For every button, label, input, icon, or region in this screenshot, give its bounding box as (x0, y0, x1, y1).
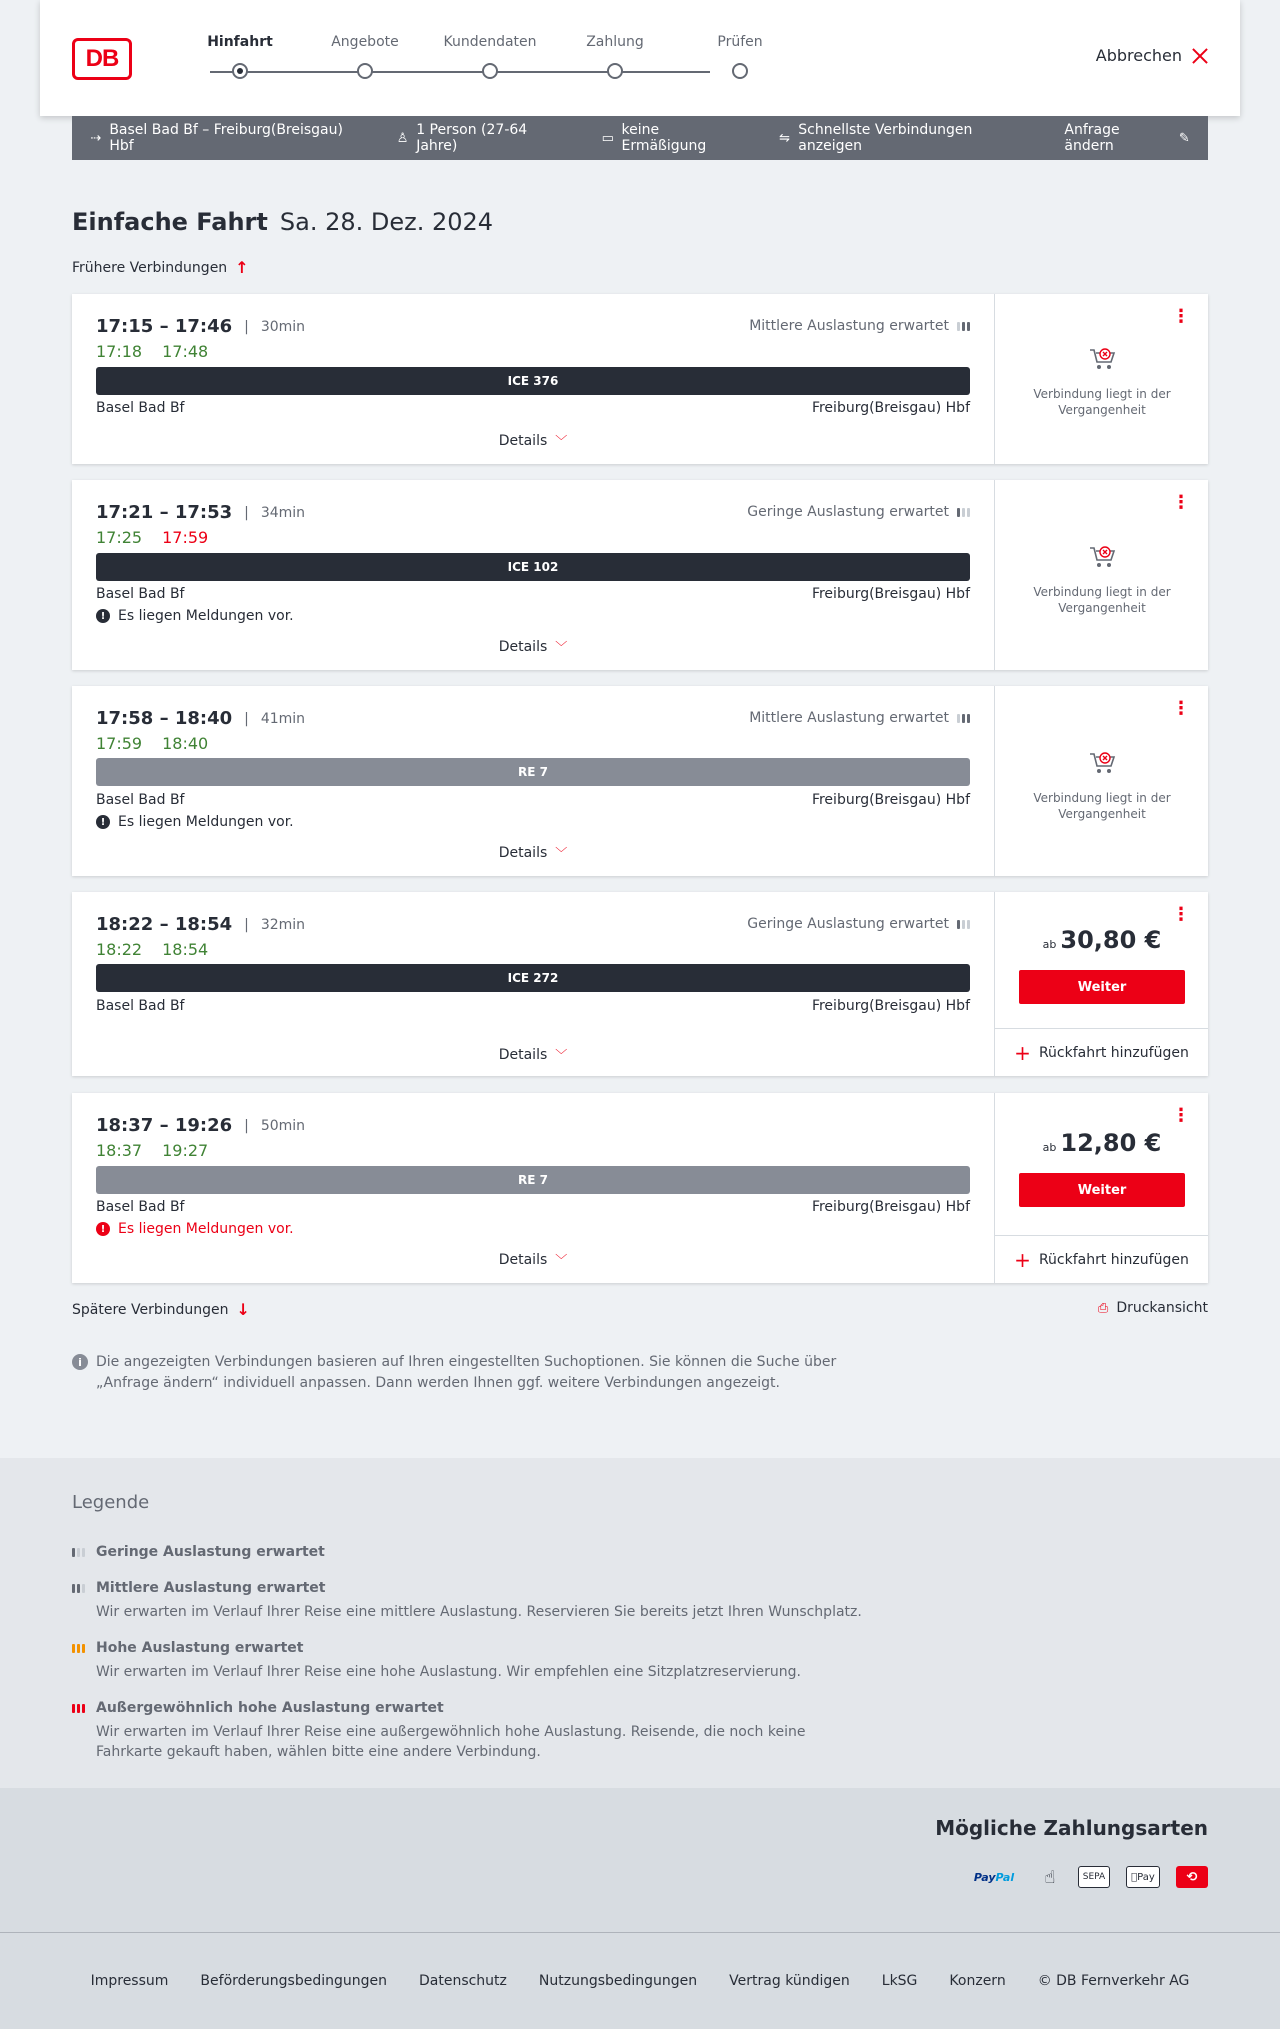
trip-date: Sa. 28. Dez. 2024 (279, 208, 494, 236)
summary-discount (600, 122, 743, 154)
stepper-line (210, 71, 710, 73)
step-kundendaten (430, 34, 550, 56)
arrival-station: Freiburg(Breisgau) Hbf (811, 998, 970, 1014)
chevron-down-icon: ﹀ (555, 1253, 568, 1267)
duration: 34min (260, 504, 306, 521)
continue-button[interactable]: Weiter (1019, 1173, 1185, 1207)
details-label: Details (498, 433, 548, 449)
chevron-down-icon: ﹀ (555, 1048, 568, 1062)
summary-persons (395, 122, 566, 154)
legend-title: Legende (72, 1492, 150, 1513)
card-icon: ▭ (601, 130, 614, 146)
connection-card[interactable] (72, 294, 1208, 464)
trip-type: Einfache Fahrt (72, 208, 268, 236)
load-text: Geringe Auslastung erwartet (747, 504, 949, 520)
load-low-icon (72, 1548, 86, 1557)
connection-card[interactable] (72, 1093, 1208, 1283)
realtime-departure: 17:18 (96, 342, 143, 361)
departure-station: Basel Bad Bf (96, 998, 185, 1014)
chevron-down-icon: ﹀ (555, 640, 568, 654)
connection-times (96, 1115, 305, 1136)
notice-message[interactable] (96, 608, 294, 624)
connection-card[interactable] (72, 480, 1208, 670)
scheduled-times: 18:37 – 19:26 (96, 1115, 233, 1136)
details-label: Details (498, 1047, 548, 1063)
footer (0, 1932, 1280, 2029)
divider: | (244, 318, 249, 335)
cart-unavailable-icon (1088, 346, 1116, 372)
search-summary-bar (72, 116, 1208, 160)
load-text: Geringe Auslastung erwartet (747, 916, 949, 932)
arrival-station: Freiburg(Breisgau) Hbf (811, 1199, 970, 1215)
step-label: Prüfen (717, 34, 763, 50)
details-toggle[interactable] (72, 1251, 994, 1268)
legend-item-title: Mittlere Auslastung erwartet (96, 1580, 326, 1596)
realtime-arrival: 17:59 (162, 528, 209, 547)
legend-item-title: Außergewöhnlich hohe Auslastung erwartet (96, 1700, 444, 1716)
step-dot (482, 63, 498, 79)
divider: | (244, 504, 249, 521)
step-label: Kundendaten (443, 34, 537, 50)
train-bar[interactable]: ICE 272 (96, 964, 970, 992)
step-label: Hinfahrt (207, 34, 273, 50)
footer-link-kuendigen[interactable]: Vertrag kündigen (729, 1973, 850, 1989)
plus-icon: + (1014, 1040, 1031, 1065)
details-toggle[interactable] (72, 1046, 994, 1063)
divider: | (244, 710, 249, 727)
info-icon: i (72, 1354, 88, 1370)
arrival-station: Freiburg(Breisgau) Hbf (811, 792, 970, 808)
load-indicator (747, 916, 970, 932)
edit-request-button[interactable] (1064, 122, 1192, 154)
details-label: Details (498, 845, 548, 861)
add-return-label: Rückfahrt hinzufügen (1038, 1251, 1189, 1268)
past-connection-note (995, 346, 1209, 418)
departure-station: Basel Bad Bf (96, 400, 185, 416)
price-prefix: ab (1042, 1141, 1057, 1154)
details-toggle[interactable] (72, 432, 994, 449)
footer-links (0, 1973, 1280, 1989)
payment-icons (966, 1866, 1208, 1888)
divider: | (244, 1117, 249, 1134)
connection-times (96, 316, 305, 337)
summary-fastest[interactable] (777, 122, 1030, 154)
past-text: Verbindung liegt in der Vergangenheit (1033, 585, 1171, 615)
page-title (72, 208, 493, 236)
route-text: Basel Bad Bf – Freiburg(Breisgau) Hbf (109, 122, 343, 154)
earlier-connections-link[interactable] (72, 258, 249, 277)
realtime-departure: 18:22 (96, 940, 143, 959)
legend-item-desc: Wir erwarten im Verlauf Ihrer Reise eine außergewöhnlich hohe Auslastung. Reisende, die noch keine Fahrkarte gekauft haben, wählen bitte eine andere Verbindung. (96, 1724, 806, 1760)
realtime-arrival: 18:40 (162, 734, 209, 753)
alert-icon: ! (96, 815, 110, 829)
step-dot (732, 63, 748, 79)
connection-card[interactable] (72, 686, 1208, 876)
payment-title: Mögliche Zahlungsarten (935, 1816, 1208, 1840)
scheduled-times: 17:58 – 18:40 (96, 708, 233, 729)
plus-icon: + (1014, 1247, 1031, 1272)
db-logo[interactable]: DB (72, 38, 132, 80)
legend-item (72, 1544, 872, 1560)
chevron-down-icon: ﹀ (555, 434, 568, 448)
load-text: Mittlere Auslastung erwartet (749, 710, 949, 726)
load-low-icon (957, 508, 970, 517)
realtime-times (96, 342, 208, 361)
more-options-icon[interactable]: ⋮ (1172, 1105, 1190, 1126)
step-dot (232, 63, 248, 79)
arrow-down-icon: ↓ (236, 1300, 250, 1319)
connection-main (72, 892, 994, 1076)
duration: 50min (260, 1117, 306, 1134)
close-icon (1192, 48, 1208, 64)
edit-request-label: Anfrage ändern (1064, 122, 1120, 154)
scheduled-times: 17:21 – 17:53 (96, 502, 233, 523)
more-options-icon[interactable]: ⋮ (1172, 492, 1190, 513)
arrow-up-icon: ↑ (235, 258, 249, 277)
alert-icon: ! (96, 609, 110, 623)
add-return-button[interactable] (995, 1028, 1208, 1076)
fastest-text: Schnellste Verbindungen anzeigen (798, 122, 973, 154)
persons-text: 1 Person (27-64 Jahre) (416, 122, 528, 154)
load-low-icon (957, 920, 970, 929)
step-zahlung (555, 34, 675, 56)
realtime-times (96, 940, 208, 959)
footer-link-nutzung[interactable]: Nutzungsbedingungen (538, 1973, 698, 1989)
connection-times (96, 914, 305, 935)
cart-unavailable-icon (1088, 544, 1116, 570)
arrival-station: Freiburg(Breisgau) Hbf (811, 586, 970, 602)
connection-offer (994, 294, 1208, 464)
legend-item-desc: Wir erwarten im Verlauf Ihrer Reise eine mittlere Auslastung. Reservieren Sie bereits jetzt Ihren Wunschplatz. (96, 1604, 862, 1620)
print-view-link[interactable] (1098, 1300, 1208, 1316)
printer-icon: ⎙ (1097, 1300, 1109, 1316)
price-prefix: ab (1042, 938, 1057, 951)
progress-stepper (180, 34, 763, 84)
db-voucher-icon: ⟲ (1176, 1866, 1208, 1888)
load-medium-icon (957, 714, 970, 723)
footer-link-lksg[interactable]: LkSG (881, 1973, 918, 1989)
departure-station: Basel Bad Bf (96, 1199, 185, 1215)
realtime-times (96, 734, 208, 753)
train-bar[interactable]: RE 7 (96, 1166, 970, 1194)
train-bar[interactable]: ICE 376 (96, 367, 970, 395)
realtime-arrival: 19:27 (162, 1141, 209, 1160)
info-note (72, 1352, 862, 1394)
details-toggle[interactable] (72, 844, 994, 861)
step-angebote (305, 34, 425, 56)
divider: | (244, 916, 249, 933)
load-indicator (749, 710, 970, 726)
header (40, 0, 1240, 116)
price-amount: 30,80 € (1060, 926, 1162, 954)
discount-text: keine Ermäßigung (621, 122, 707, 154)
connection-offer (994, 480, 1208, 670)
past-text: Verbindung liegt in der Vergangenheit (1033, 791, 1171, 821)
load-high-icon (72, 1644, 86, 1653)
realtime-arrival: 17:48 (162, 342, 209, 361)
legend-item (72, 1700, 872, 1762)
scheduled-times: 18:22 – 18:54 (96, 914, 233, 935)
connection-offer (994, 1093, 1208, 1283)
scheduled-times: 17:15 – 17:46 (96, 316, 233, 337)
connection-offer (994, 892, 1208, 1076)
notice-text: Es liegen Meldungen vor. (118, 608, 294, 624)
credit-card-icon: ☝ (1044, 1866, 1056, 1888)
past-connection-note (995, 750, 1209, 822)
footer-copyright: © DB Fernverkehr AG (1037, 1973, 1190, 1989)
past-connection-note (995, 544, 1209, 616)
paypal-icon (966, 1866, 1022, 1888)
print-label: Druckansicht (1116, 1300, 1208, 1316)
alert-icon: ! (96, 1222, 110, 1236)
notice-message[interactable] (96, 1221, 294, 1237)
filter-icon: ⇋ (779, 130, 791, 146)
footer-link-datenschutz[interactable]: Datenschutz (418, 1973, 507, 1989)
paypal-text-b: Pal (995, 1870, 1015, 1884)
footer-link-impressum[interactable]: Impressum (90, 1973, 169, 1989)
details-toggle[interactable] (72, 638, 994, 655)
train-bar[interactable]: ICE 102 (96, 553, 970, 581)
continue-button[interactable]: Weiter (1019, 970, 1185, 1004)
step-hinfahrt (180, 34, 300, 56)
load-indicator (747, 504, 970, 520)
payment-methods (0, 1788, 1280, 1932)
connection-main (72, 480, 994, 670)
legend-item (72, 1640, 872, 1682)
realtime-times (96, 528, 208, 547)
load-medium-icon (72, 1584, 86, 1593)
cart-unavailable-icon (1088, 750, 1116, 776)
load-extreme-icon (72, 1704, 86, 1713)
step-label: Zahlung (586, 34, 644, 50)
route-arrow-icon: ⇢ (90, 130, 102, 146)
duration: 32min (260, 916, 306, 933)
chevron-down-icon: ﹀ (555, 846, 568, 860)
realtime-departure: 17:59 (96, 734, 143, 753)
notice-text: Es liegen Meldungen vor. (118, 1221, 294, 1237)
load-medium-icon (957, 322, 970, 331)
person-icon: ♙ (396, 130, 409, 146)
later-connections-link[interactable] (72, 1300, 250, 1319)
price (995, 926, 1209, 954)
apple-pay-icon: Pay (1126, 1866, 1160, 1888)
step-dot (607, 63, 623, 79)
connection-times (96, 708, 305, 729)
cancel-label: Abbrechen (1095, 46, 1182, 65)
connection-card[interactable] (72, 892, 1208, 1076)
legend-item-title: Geringe Auslastung erwartet (96, 1544, 325, 1560)
connection-times (96, 502, 305, 523)
price (995, 1129, 1209, 1157)
pencil-icon: ✎ (1178, 130, 1190, 146)
realtime-arrival: 18:54 (162, 940, 209, 959)
legend-item-desc: Wir erwarten im Verlauf Ihrer Reise eine hohe Auslastung. Wir empfehlen eine Sitzplatzreservierung. (96, 1664, 801, 1680)
step-dot (357, 63, 373, 79)
legend-item-title: Hohe Auslastung erwartet (96, 1640, 304, 1656)
connection-main (72, 686, 994, 876)
realtime-times (96, 1141, 208, 1160)
legend-section (0, 1458, 1280, 1788)
add-return-button[interactable] (995, 1235, 1208, 1283)
realtime-departure: 17:25 (96, 528, 143, 547)
paypal-text-a: Pay (973, 1870, 996, 1884)
notice-text: Es liegen Meldungen vor. (118, 814, 294, 830)
load-indicator (749, 318, 970, 334)
more-options-icon[interactable]: ⋮ (1172, 904, 1190, 925)
arrival-station: Freiburg(Breisgau) Hbf (811, 400, 970, 416)
price-amount: 12,80 € (1060, 1129, 1162, 1157)
departure-station: Basel Bad Bf (96, 792, 185, 808)
details-label: Details (498, 1252, 548, 1268)
earlier-label: Frühere Verbindungen (72, 259, 228, 276)
past-text: Verbindung liegt in der Vergangenheit (1033, 387, 1171, 417)
more-options-icon[interactable]: ⋮ (1172, 698, 1190, 719)
realtime-departure: 18:37 (96, 1141, 143, 1160)
load-text: Mittlere Auslastung erwartet (749, 318, 949, 334)
step-label: Angebote (331, 34, 399, 50)
later-label: Spätere Verbindungen (72, 1301, 229, 1318)
cancel-button[interactable] (1096, 46, 1208, 65)
step-pruefen (680, 34, 800, 56)
connection-offer (994, 686, 1208, 876)
sepa-icon: SEPA (1078, 1866, 1110, 1888)
legend-item (72, 1580, 872, 1622)
departure-station: Basel Bad Bf (96, 586, 185, 602)
summary-route (88, 122, 361, 154)
train-bar[interactable]: RE 7 (96, 758, 970, 786)
more-options-icon[interactable]: ⋮ (1172, 306, 1190, 327)
details-label: Details (498, 639, 548, 655)
info-text: Die angezeigten Verbindungen basieren auf Ihren eingestellten Suchoptionen. Sie können die Suche über „Anfrage ändern“ individuell anpassen. Dann werden Ihnen ggf. weitere Verbindungen angezeigt. (96, 1354, 837, 1391)
duration: 41min (260, 710, 306, 727)
connection-main (72, 294, 994, 464)
duration: 30min (260, 318, 306, 335)
footer-link-befoerderung[interactable]: Beförderungsbedingungen (200, 1973, 387, 1989)
add-return-label: Rückfahrt hinzufügen (1038, 1044, 1189, 1061)
connection-main (72, 1093, 994, 1283)
notice-message[interactable] (96, 814, 294, 830)
footer-link-konzern[interactable]: Konzern (949, 1973, 1006, 1989)
